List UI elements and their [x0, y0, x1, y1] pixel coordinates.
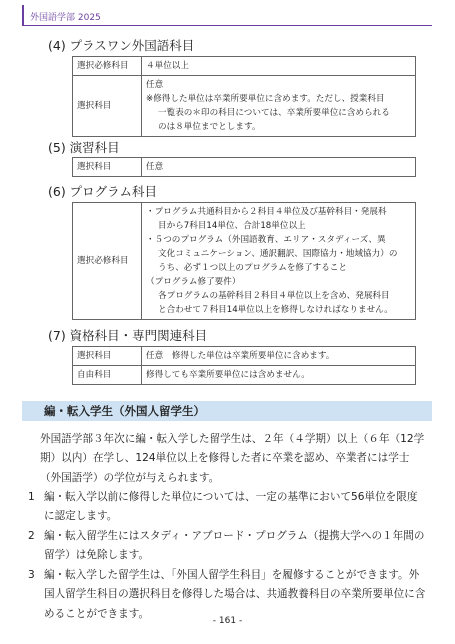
- table-cell-key: 選択必修科目: [73, 203, 142, 320]
- cell-line: ・５つのプログラム（外国語教育、エリア・スタディーズ、異: [146, 235, 386, 245]
- cell-line: ・プログラム共通科目から２科目４単位及び基幹科目・発展科: [146, 207, 387, 217]
- table-seminar: [72, 157, 416, 177]
- table-row: [73, 366, 416, 385]
- table-cell-value: [142, 76, 416, 137]
- cell-line: 目から7科目14単位、合計18単位以上: [158, 221, 306, 231]
- table-cell-key: 選択科目: [73, 347, 142, 366]
- table-qualification: [72, 346, 416, 385]
- table-row: [73, 76, 416, 137]
- page-number: - 161 -: [212, 616, 243, 626]
- table-cell-key: 自由科目: [73, 366, 142, 385]
- table-cell-value: 任意 修得した単位は卒業所要単位に含めます。: [142, 347, 416, 366]
- cell-line: （プログラム修了要件）: [146, 277, 241, 287]
- cell-line: 各プログラムの基幹科目２科目４単位以上を含め、発展科目: [158, 291, 390, 301]
- section-title-program: (6) プログラム科目: [48, 184, 158, 199]
- list-item-number: 1: [28, 491, 35, 503]
- section-title-seminar: (5) 演習科目: [48, 140, 120, 155]
- list-item: [28, 527, 428, 566]
- table-cell-key: 選択科目: [73, 76, 142, 137]
- table-cell-value: [142, 203, 416, 320]
- table-cell-value: 任意: [142, 158, 416, 177]
- cell-line: と合わせて７科目14単位以上を修得しなければなりません。: [158, 305, 393, 315]
- section-band-transfer: [22, 401, 432, 421]
- running-header: 外国語学部 2025: [30, 13, 101, 23]
- list-item-number: 2: [28, 530, 35, 542]
- cell-line: 任意: [146, 80, 164, 90]
- list-item-number: 3: [28, 569, 35, 581]
- table-plus-one: [72, 56, 416, 137]
- section-band-title: 編・転入学生（外国人留学生）: [44, 404, 205, 418]
- cell-line: うち、必ず１つ以上のプログラムを修了すること: [158, 263, 347, 273]
- table-cell-key: 選択科目: [73, 158, 142, 177]
- section-title-plus-one: (4) プラスワン外国語科目: [48, 38, 195, 53]
- list-item-text: 編・転入学した留学生は、「外国人留学生科目」を履修することができます。外国人留学生科目の選択科目を修得した場合は、共通教養科目の卒業所要単位に含めることができます。: [44, 569, 426, 620]
- list-item-text: 編・転入留学生にはスタディ・アブロード・プログラム（提携大学への１年間の留学）は免除します。: [44, 530, 425, 562]
- table-row: [73, 203, 416, 320]
- section-title-qualification: (7) 資格科目・専門関連科目: [48, 328, 208, 343]
- cell-note-line: 一覧表の＊印の科目については、卒業所要単位に含められる: [158, 108, 390, 118]
- cell-note-line: のは８単位までとします。: [158, 122, 261, 132]
- intro-paragraph: 外国語学部３年次に編・転入学した留学生は、２年（４学期）以上（６年（12学期）以内）在学し、124単位以上を修得した者に卒業を認め、卒業者には学士（外国語学）の学位が与えられます。: [40, 433, 425, 484]
- list-item: [28, 488, 428, 527]
- header-rule: [22, 25, 432, 26]
- table-cell-key: 選択必修科目: [73, 57, 142, 76]
- table-row: [73, 347, 416, 366]
- cell-line: 文化コミュニケーション、通訳翻訳、国際協力・地域協力）の: [158, 249, 398, 259]
- table-program: [72, 202, 416, 320]
- list-item-text: 編・転入学以前に修得した単位については、一定の基準において56単位を限度に認定します。: [44, 491, 418, 523]
- table-cell-value: 修得しても卒業所要単位には含めません。: [142, 366, 416, 385]
- table-cell-value: ４単位以上: [142, 57, 416, 76]
- table-row: [73, 57, 416, 76]
- header-accent-bar: [22, 5, 24, 25]
- cell-note-line: ※修得した単位は卒業所要単位に含めます。ただし、授業科目: [146, 94, 385, 104]
- table-row: [73, 158, 416, 177]
